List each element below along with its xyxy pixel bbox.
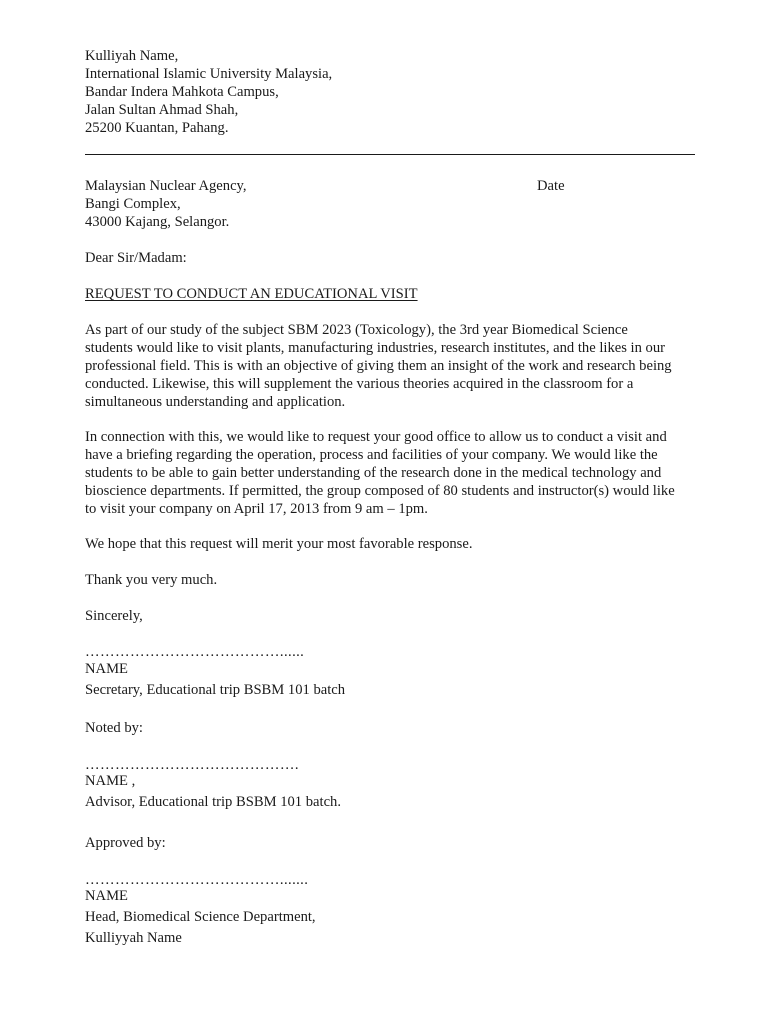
signature-line: …………………………………....... [85, 872, 309, 888]
date-label: Date [537, 178, 565, 194]
signature-line: …………………………………...... [85, 644, 305, 660]
paragraph-line: simultaneous understanding and application. [85, 394, 346, 410]
subject-line: REQUEST TO CONDUCT AN EDUCATIONAL VISIT [85, 286, 418, 302]
closing: Sincerely, [85, 608, 143, 624]
signatory-organization: Kulliyyah Name [85, 930, 182, 946]
thanks-line: Thank you very much. [85, 572, 218, 588]
recipient-address-line: 43000 Kajang, Selangor. [85, 214, 230, 230]
paragraph-line: students would like to visit plants, manufacturing industries, research institutes, and the likes in our [85, 340, 666, 356]
signatory-name: NAME [85, 661, 128, 677]
signatory-name: NAME , [85, 773, 136, 789]
sender-address-line: Kulliyah Name, [85, 48, 179, 64]
paragraph-line: have a briefing regarding the operation, process and facilities of your company. We would like the [85, 447, 658, 463]
sender-address-line: Jalan Sultan Ahmad Shah, [85, 102, 239, 118]
paragraph-line: conducted. Likewise, this will supplement the various theories acquired in the classroom for a [85, 376, 634, 392]
signatory-title: Advisor, Educational trip BSBM 101 batch. [85, 794, 341, 810]
salutation: Dear Sir/Madam: [85, 250, 187, 266]
signatory-title: Head, Biomedical Science Department, [85, 909, 316, 925]
approved-by-label: Approved by: [85, 835, 166, 851]
paragraph-line: As part of our study of the subject SBM 2023 (Toxicology), the 3rd year Biomedical Science [85, 322, 628, 338]
paragraph-line: bioscience departments. If permitted, the group composed of 80 students and instructor(s) would like [85, 483, 675, 499]
body-paragraph-3: We hope that this request will merit your most favorable response. [85, 536, 473, 552]
header-divider [85, 154, 695, 155]
signature-line: ……………………………………. [85, 757, 299, 773]
sender-address-line: International Islamic University Malaysia, [85, 66, 333, 82]
body-paragraph-2 [85, 428, 705, 518]
body-paragraph-1 [85, 321, 705, 411]
sender-address-line: 25200 Kuantan, Pahang. [85, 120, 229, 136]
recipient-address-line: Bangi Complex, [85, 196, 181, 212]
noted-by-label: Noted by: [85, 720, 143, 736]
paragraph-line: In connection with this, we would like to request your good office to allow us to conduct a visit and [85, 429, 667, 445]
paragraph-line: professional field. This is with an objective of giving them an insight of the work and research being [85, 358, 672, 374]
signatory-name: NAME [85, 888, 128, 904]
recipient-address-line: Malaysian Nuclear Agency, [85, 178, 247, 194]
paragraph-line: students to be able to gain better understanding of the research done in the medical technology and [85, 465, 662, 481]
paragraph-line: to visit your company on April 17, 2013 from 9 am – 1pm. [85, 501, 428, 517]
signatory-title: Secretary, Educational trip BSBM 101 batch [85, 682, 346, 698]
sender-address-line: Bandar Indera Mahkota Campus, [85, 84, 279, 100]
